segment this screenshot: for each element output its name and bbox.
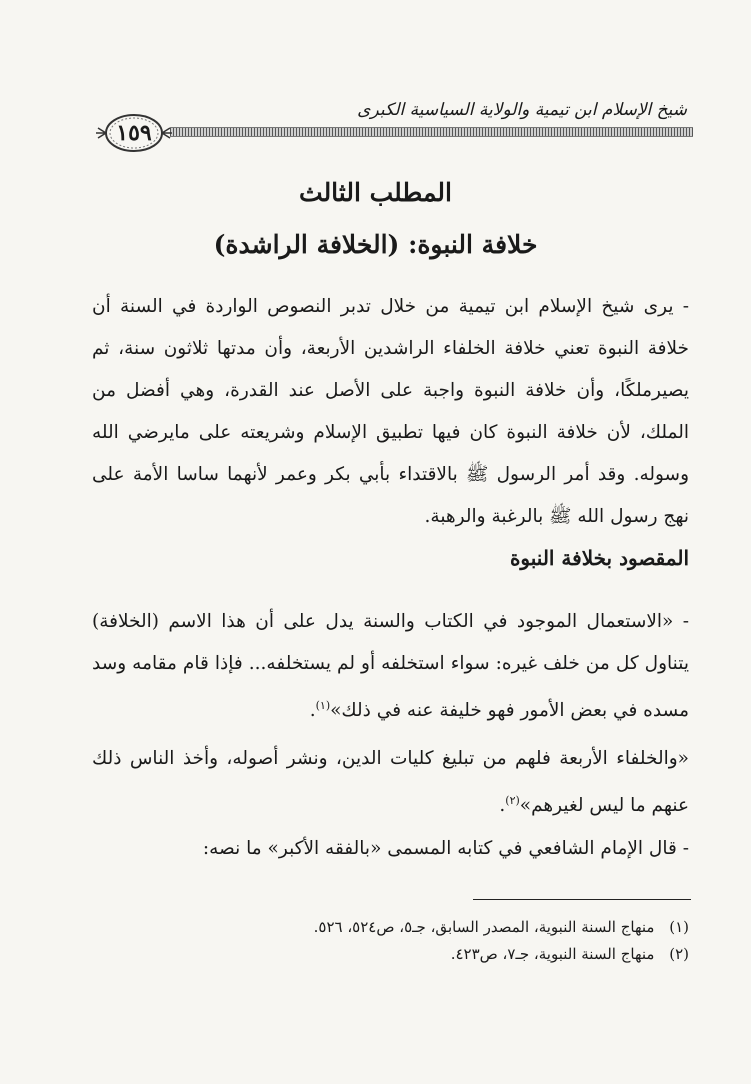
- header-rule: [170, 127, 693, 137]
- page-number-badge: [95, 110, 173, 156]
- footnotes: [92, 914, 689, 968]
- footnote-rule: [473, 899, 691, 900]
- paragraph-shafii: - قال الإمام الشافعي في كتابه المسمى «بالفقه الأكبر» ما نصه:: [202, 838, 689, 859]
- chapter-title: خلافة النبوة: (الخلافة الراشدة): [213, 230, 538, 259]
- paragraph-quote-1: - «الاستعمال الموجود في الكتاب والسنة يدل على أن هذا الاسم (الخلافة) يتناول كل من خلف غيره: سواء استخلفه أو لم يستخلفه... فإذا قام مقامه وسد مسده في بعض الأمور فهو خليفة عنه في ذلك»$^{(١)}$.: [92, 611, 689, 722]
- paragraph-intro: - يرى شيخ الإسلام ابن تيمية من خلال تدبر النصوص الواردة في السنة أن خلافة النبوة تعني خلافة الخلفاء الراشدين الأربعة، وأن مدتها ثلاثون سنة، ثم يصيرملكًا، وأن خلافة النبوة واجبة على الأصل عند القدرة، وهي أفضل من الملك، لأن خلافة النبوة كان فيها تطبيق الإسلام وشريعته على مايرضي الله وسوله. وقد أمر الرسول ﷺ بالاقتداء بأبي بكر وعمر لأنهما ساسا الأمة على نهج رسول الله ﷺ بالرغبة والرهبة.: [92, 296, 689, 527]
- footnote-item: [92, 914, 689, 941]
- footnote-ref-2: (٢): [505, 794, 520, 807]
- footnote-text: منهاج السنة النبوية، جـ٧، ص٤٢٣.: [450, 945, 655, 963]
- footnote-text: منهاج السنة النبوية، المصدر السابق، جـ٥، ص٥٢٤، ٥٢٦.: [313, 918, 655, 936]
- footnote-marker: (٢): [669, 945, 689, 963]
- footnote-marker: (١): [669, 918, 689, 936]
- section-heading: المطلب الثالث: [299, 178, 452, 207]
- page-number: ١٥٩: [116, 120, 152, 146]
- quote-1-text: - «الاستعمال الموجود في الكتاب والسنة يدل على أن هذا الاسم (الخلافة) يتناول كل من خلف غيره: سواء استخلفه أو لم يستخلفه... فإذا قام مقامه وسد مسده في بعض الأمور فهو خليفة عنه في ذلك»: [92, 611, 689, 722]
- footnote-item: [92, 941, 689, 968]
- footnote-ref-1: (١): [315, 699, 331, 712]
- running-title: شيخ الإسلام ابن تيمية والولاية السياسية الكبرى: [357, 100, 687, 120]
- quote-2-text: «والخلفاء الأربعة فلهم من تبليغ كليات الدين، ونشر أصوله، وأخذ الناس ذلك عنهم ما ليس لغيرهم»: [92, 748, 689, 817]
- subheading: المقصود بخلافة النبوة: [509, 546, 689, 570]
- paragraph-quote-2: «والخلفاء الأربعة فلهم من تبليغ كليات الدين، ونشر أصوله، وأخذ الناس ذلك عنهم ما ليس لغيرهم»$^{(٢)}$.: [92, 748, 689, 817]
